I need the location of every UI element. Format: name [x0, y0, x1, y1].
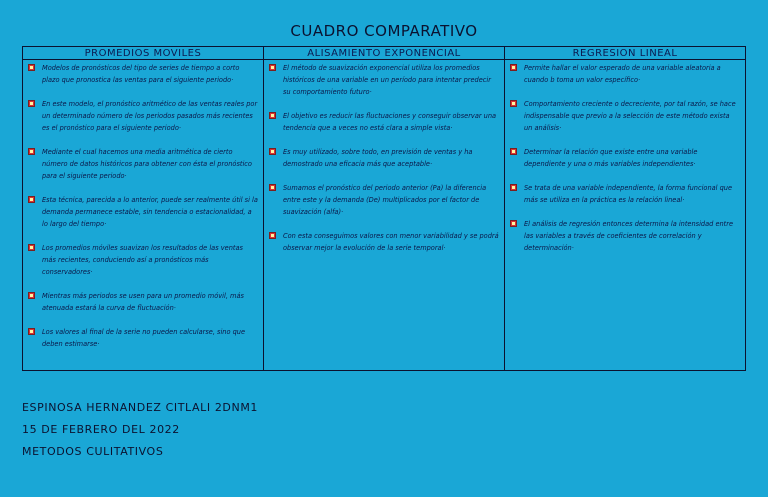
item-text: Con esta conseguimos valores con menor variabilidad y se podrá observar mejor la evolución de la serie temporal·	[283, 232, 499, 252]
item-text: Los promedios móviles suavizan los resultados de las ventas más recientes, conduciendo así a pronósticos más conservadores·	[42, 244, 243, 276]
list-item	[28, 194, 258, 230]
list-regresion-lineal	[510, 62, 740, 254]
bullet-icon	[28, 100, 35, 107]
item-text: Comportamiento creciente o decreciente, por tal razón, se hace indispensable que previo a la selección de este método exista un análisis·	[524, 100, 736, 132]
cell-promedios-moviles	[23, 60, 264, 371]
item-text: Los valores al final de la serie no pueden calcularse, sino que deben estimarse·	[42, 328, 246, 348]
bullet-icon	[510, 64, 517, 71]
list-item	[28, 290, 258, 314]
cell-alisamiento-exponencial	[264, 60, 505, 371]
bullet-icon	[28, 148, 35, 155]
list-item	[510, 218, 740, 254]
item-text: Permite hallar el valor esperado de una variable aleatoria a cuando b toma un valor específico·	[524, 64, 721, 84]
item-text: Esta técnica, parecida a lo anterior, puede ser realmente útil si la demanda permanece estable, sin tendencia o estacionalidad, a lo largo del tiempo·	[42, 196, 258, 228]
list-item	[269, 146, 499, 170]
list-item	[269, 230, 499, 254]
list-item	[28, 326, 258, 350]
header-row	[23, 47, 746, 60]
item-text: Sumamos el pronóstico del periodo anterior (Pa) la diferencia entre este y la demanda (De) multiplicados por el factor de suavización (alfa)·	[283, 184, 487, 216]
list-item	[28, 62, 258, 86]
bullet-icon	[28, 64, 35, 71]
bullet-icon	[28, 328, 35, 335]
header-regresion-lineal: REGRESION LINEAL	[505, 47, 746, 60]
bullet-icon	[28, 244, 35, 251]
item-text: El objetivo es reducir las fluctuaciones y conseguir observar una tendencia que a veces no está clara a simple vista·	[283, 112, 497, 132]
item-text: Mediante el cual hacemos una media aritmética de cierto número de datos históricos para obtener con ésta el pronóstico para el siguiente periodo·	[42, 148, 252, 180]
comparison-table	[22, 46, 746, 371]
item-text: El análisis de regresión entonces determina la intensidad entre las variables a través de coeficientes de correlación y determinación·	[524, 220, 734, 252]
bullet-icon	[269, 148, 276, 155]
list-item	[269, 62, 499, 98]
bullet-icon	[269, 112, 276, 119]
list-item	[510, 182, 740, 206]
bullet-icon	[269, 64, 276, 71]
bullet-icon	[28, 196, 35, 203]
list-alisamiento-exponencial	[269, 62, 499, 254]
list-item	[28, 242, 258, 278]
header-alisamiento-exponencial: ALISAMIENTO EXPONENCIAL	[264, 47, 505, 60]
item-text: Mientras más periodos se usen para un promedio móvil, más atenuada estará la curva de fluctuación·	[42, 292, 244, 312]
bullet-icon	[28, 292, 35, 299]
cell-regresion-lineal	[505, 60, 746, 371]
document-date: 15 DE FEBRERO DEL 2022	[22, 423, 180, 436]
author-name: ESPINOSA HERNANDEZ CITLALI 2DNM1	[22, 401, 259, 414]
page-title: CUADRO COMPARATIVO	[290, 22, 478, 40]
item-text: El método de suavización exponencial utiliza los promedios históricos de una variable en un período para intentar predecir su comportamiento futuro·	[283, 64, 491, 96]
list-item	[28, 98, 258, 134]
list-item	[510, 62, 740, 86]
list-item	[269, 110, 499, 134]
list-item	[510, 98, 740, 134]
list-promedios-moviles	[28, 62, 258, 350]
bullet-icon	[269, 184, 276, 191]
bullet-icon	[510, 184, 517, 191]
list-item	[510, 146, 740, 170]
bullet-icon	[269, 232, 276, 239]
header-promedios-moviles: PROMEDIOS MOVILES	[23, 47, 264, 60]
list-item	[28, 146, 258, 182]
bullet-icon	[510, 148, 517, 155]
item-text: Modelos de pronósticos del tipo de series de tiempo a corto plazo que pronostica las ventas para el siguiente periodo·	[42, 64, 240, 84]
content-row	[23, 60, 746, 371]
item-text: Es muy utilizado, sobre todo, en previsión de ventas y ha demostrado una eficacia más que aceptable·	[283, 148, 473, 168]
item-text: Se trata de una variable independiente, la forma funcional que más se utiliza en la práctica es la relación lineal·	[524, 184, 733, 204]
item-text: Determinar la relación que existe entre una variable dependiente y una o más variables independientes·	[524, 148, 698, 168]
bullet-icon	[510, 220, 517, 227]
item-text: En este modelo, el pronóstico aritmético de las ventas reales por un determinado número de los periodos pasados más recientes es el pronóstico para el siguiente periodo·	[42, 100, 258, 132]
bullet-icon	[510, 100, 517, 107]
list-item	[269, 182, 499, 218]
subject-name: METODOS CULITATIVOS	[22, 445, 164, 458]
